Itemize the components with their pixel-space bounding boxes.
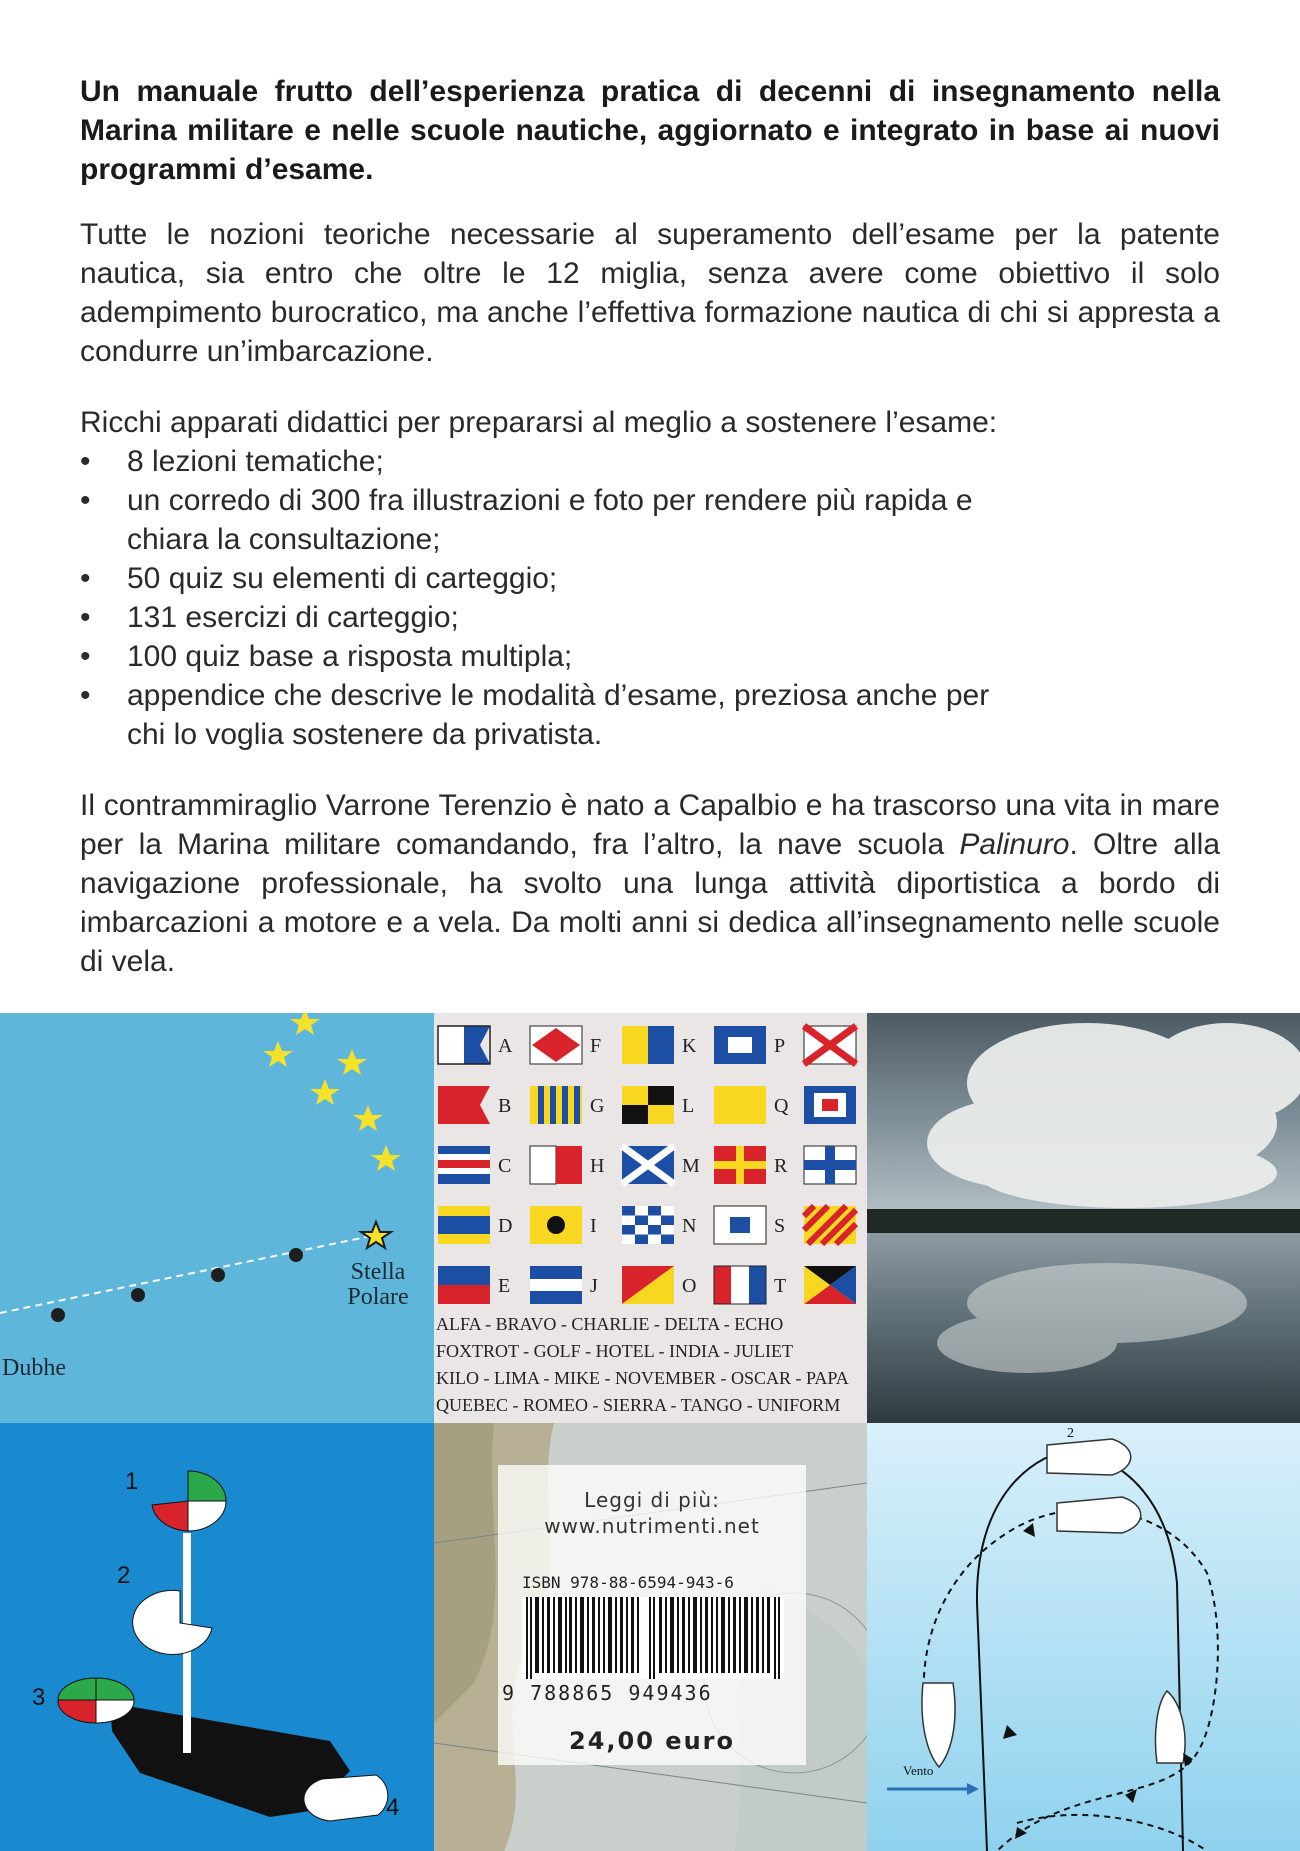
chart-barcode-tile — [434, 1423, 867, 1851]
star-icon — [337, 1049, 367, 1075]
dipper-star — [131, 1288, 145, 1302]
list-item: • 100 quiz base a risposta multipla; — [80, 637, 1220, 676]
light-label: 2 — [117, 1562, 131, 1589]
flag-L — [622, 1086, 674, 1124]
read-more — [498, 1487, 806, 1539]
flag-N — [622, 1206, 674, 1244]
lights-diagram — [0, 1423, 434, 1851]
alphabet-line: QUEBEC - ROMEO - SIERRA - TANGO - UNIFORM — [436, 1395, 841, 1415]
flag-Q — [714, 1086, 766, 1124]
wind-label: Vento — [903, 1763, 934, 1778]
flag-letter: J — [590, 1275, 598, 1297]
list-item: • 8 lezioni tematiche; — [80, 442, 1220, 481]
alphabet-line: KILO - LIMA - MIKE - NOVEMBER - OSCAR - PAPA — [436, 1368, 849, 1388]
light-3 — [58, 1678, 134, 1723]
features-list — [80, 442, 1220, 754]
flag-I — [530, 1206, 582, 1244]
sailing-maneuver-tile — [867, 1423, 1300, 1851]
back-cover-text — [80, 72, 1220, 981]
star-cluster — [263, 1013, 401, 1171]
flag-letter: R — [774, 1155, 788, 1177]
flag-U — [804, 1086, 856, 1124]
alphabet-line: ALFA - BRAVO - CHARLIE - DELTA - ECHO — [436, 1314, 784, 1334]
light-1 — [152, 1471, 226, 1531]
list-item: • un corredo di 300 fra illustrazioni e foto per rendere più rapida e chiara la consultazione; — [80, 481, 1220, 559]
boat-icon — [1057, 1497, 1141, 1533]
flag-letter: F — [590, 1035, 602, 1057]
flag-K — [622, 1026, 674, 1064]
intro-paragraph: Un manuale frutto dell’esperienza pratica di decenni di insegnamento nella Marina militare e nelle scuole nautiche, aggiornato e integrato in base ai nuovi programmi d’esame. — [80, 75, 1220, 186]
big-dipper-stars — [51, 1248, 303, 1322]
flag-letter: E — [498, 1275, 511, 1297]
nautical-flags-tile — [434, 1013, 867, 1423]
light-2 — [133, 1590, 212, 1654]
flag-letter: S — [774, 1215, 786, 1237]
light-4 — [304, 1775, 388, 1821]
description-paragraph: Tutte le nozioni teoriche necessarie al superamento dell’esame per la patente nautica, sia entro che oltre le 12 miglia, senza avere come obiettivo il solo adempimento burocratico, ma anche l’effettiva formazione nautica di chi si appresta a condurre un’imbarcazione. — [80, 218, 1220, 368]
pointer-line — [0, 1235, 376, 1313]
flag-letter: M — [682, 1155, 700, 1177]
flag-letter: I — [590, 1215, 597, 1237]
flag-letter: Q — [774, 1095, 789, 1117]
star-icon — [263, 1041, 293, 1067]
flag-R — [714, 1146, 766, 1184]
polaris-label: Polare — [347, 1284, 409, 1310]
cloud-landscape-photo — [867, 1013, 1300, 1423]
flag-letter: O — [682, 1275, 697, 1297]
flag-letter: T — [774, 1275, 787, 1297]
star-chart-tile — [0, 1013, 434, 1423]
flag-E — [438, 1266, 490, 1304]
light-label: 3 — [32, 1684, 46, 1711]
flag-letter: G — [590, 1095, 605, 1117]
polaris-label: Stella — [350, 1259, 406, 1285]
author-bio-end: . Oltre alla navigazione professionale, ha svolto una lunga attività diportistica a bordo di imbarcazioni a motore e a vela. Da molti anni si dedica all’insegnamento nelle scuole di vela. — [80, 828, 1220, 978]
flag-letter: B — [498, 1095, 512, 1117]
flag-F — [530, 1026, 582, 1064]
dipper-star — [211, 1268, 225, 1282]
flag-letter: D — [498, 1215, 513, 1237]
list-item: • 131 esercizi di carteggio; — [80, 598, 1220, 637]
flag-X — [804, 1146, 856, 1184]
boat-icon — [1047, 1439, 1131, 1475]
flags-chart — [434, 1013, 867, 1423]
polaris-star-icon — [361, 1222, 391, 1248]
info-box — [498, 1465, 806, 1765]
isbn-number: ISBN 978-88-6594-943-6 — [522, 1573, 734, 1592]
author-bio-start: Il contrammiraglio Varrone Terenzio è nato a Capalbio e ha trascorso una vita in mare per la Marina militare comandando, fra l’altro, la nave scuola — [80, 789, 1220, 861]
sailing-diagram — [867, 1423, 1300, 1851]
flag-letter: A — [498, 1035, 513, 1057]
flag-O — [622, 1266, 674, 1304]
flag-Y — [804, 1206, 856, 1244]
flag-S — [714, 1206, 766, 1244]
list-item: • 50 quiz su elementi di carteggio; — [80, 559, 1220, 598]
flag-V — [804, 1026, 856, 1064]
position-label: 2 — [1067, 1426, 1074, 1441]
flag-G — [530, 1086, 582, 1124]
flag-M — [622, 1146, 674, 1184]
star-icon — [310, 1079, 340, 1105]
light-label: 1 — [125, 1468, 139, 1495]
price: 24,00 euro — [569, 1727, 735, 1755]
ean-digits: 9 788865 949436 — [502, 1681, 713, 1705]
flag-T — [714, 1266, 766, 1304]
flag-Z — [804, 1266, 856, 1304]
flag-B — [438, 1086, 490, 1124]
flag-H — [530, 1146, 582, 1184]
dipper-star — [51, 1308, 65, 1322]
flag-J — [530, 1266, 582, 1304]
author-bio — [80, 786, 1220, 981]
sky-photo-tile — [867, 1013, 1300, 1423]
flag-letter: P — [774, 1035, 786, 1057]
star-icon — [371, 1145, 401, 1171]
barcode — [522, 1597, 784, 1679]
dipper-star — [289, 1248, 303, 1262]
flag-D — [438, 1206, 490, 1244]
alphabet-line: FOXTROT - GOLF - HOTEL - INDIA - JULIET — [436, 1341, 793, 1361]
flag-letter: L — [682, 1095, 695, 1117]
list-item: • appendice che descrive le modalità d’esame, preziosa anche per chi lo voglia sostenere da privatista. — [80, 676, 1220, 754]
website-url[interactable]: www.nutrimenti.net — [544, 1514, 760, 1538]
flag-P — [714, 1026, 766, 1064]
ship-name: Palinuro — [959, 828, 1070, 861]
star-icon — [353, 1105, 383, 1131]
features-heading: Ricchi apparati didattici per prepararsi al meglio a sostenere l’esame: — [80, 406, 998, 439]
flag-letter: H — [590, 1155, 605, 1177]
dubhe-label: Dubhe — [2, 1355, 66, 1381]
star-chart-illustration — [0, 1013, 434, 1423]
navigation-lights-tile — [0, 1423, 434, 1851]
flag-letter: C — [498, 1155, 512, 1177]
light-label: 4 — [386, 1794, 400, 1821]
flag-C — [438, 1146, 490, 1184]
star-icon — [290, 1013, 320, 1035]
read-more-label: Leggi di più: — [584, 1488, 720, 1512]
flag-letter: K — [682, 1035, 697, 1057]
flag-letter: N — [682, 1215, 697, 1237]
flag-A — [438, 1026, 490, 1064]
